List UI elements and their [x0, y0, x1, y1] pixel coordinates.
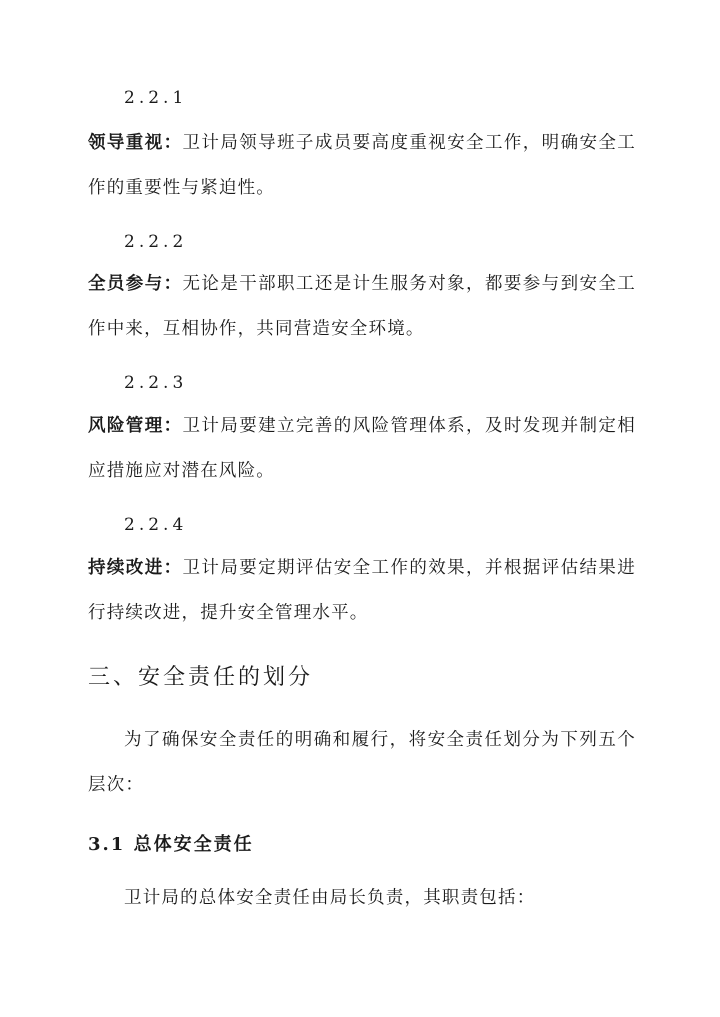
section-number-2-2-4: 2.2.4: [124, 515, 188, 535]
subsection-heading: 3.1 总体安全责任: [88, 834, 254, 855]
text-participation: 无论是干部职工还是计生服务对象，都要参与到安全工作中来，互相协作，共同营造安全环境。: [88, 274, 636, 339]
paragraph-leadership: [88, 121, 636, 211]
paragraph-risk-management: [88, 404, 636, 494]
text-leadership: 卫计局领导班子成员要高度重视安全工作，明确安全工作的重要性与紧迫性。: [88, 133, 636, 198]
text-risk-management: 卫计局要建立完善的风险管理体系，及时发现并制定相应措施应对潜在风险。: [88, 416, 636, 481]
paragraph-participation: [88, 262, 636, 352]
subsection-text: 卫计局的总体安全责任由局长负责，其职责包括：: [124, 888, 536, 908]
text-continuous-improvement: 卫计局要定期评估安全工作的效果，并根据评估结果进行持续改进，提升安全管理水平。: [88, 558, 636, 623]
paragraph-continuous-improvement: [88, 546, 636, 636]
term-continuous-improvement: 持续改进：: [88, 558, 183, 578]
section-number-2-2-2: 2.2.2: [124, 232, 188, 252]
chapter-heading: 三、安全责任的划分: [88, 665, 314, 690]
term-participation: 全员参与：: [88, 274, 183, 294]
section-number-2-2-3: 2.2.3: [124, 373, 188, 393]
term-risk-management: 风险管理：: [88, 416, 183, 436]
section-number-2-2-1: 2.2.1: [124, 88, 188, 108]
term-leadership: 领导重视：: [88, 133, 183, 153]
chapter-intro: 为了确保安全责任的明确和履行，将安全责任划分为下列五个层次：: [88, 730, 636, 795]
